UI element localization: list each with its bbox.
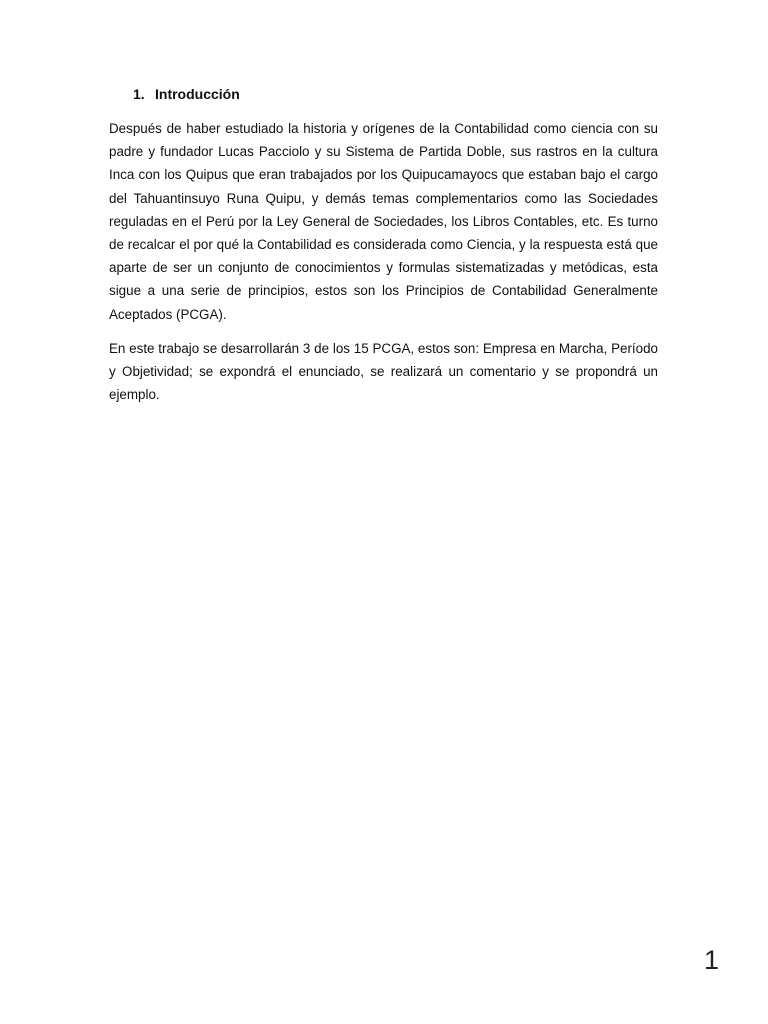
section-heading bbox=[133, 85, 240, 103]
section-number: 1. bbox=[133, 86, 145, 102]
paragraph-intro: Después de haber estudiado la historia y orígenes de la Contabilidad como ciencia con su padre y fundador Lucas Pacciolo y su Sistema de Partida Doble, sus rastros en la cultura Inca con los Quipus que eran trabajados por los Quipucamayocs que estaban bajo el cargo del Tahuantinsuyo Runa Quipu, y demás temas complementarios como las Sociedades reguladas en el Perú por la Ley General de Sociedades, los Libros Contables, etc. Es turno de recalcar el por qué la Contabilidad es considerada como Ciencia, y la respuesta está que aparte de ser un conjunto de conocimientos y formulas sistematizadas y metódicas, esta sigue a una serie de principios, estos son los Principios de Contabilidad Generalmente Aceptados (PCGA). bbox=[109, 121, 658, 322]
page-number: 1 bbox=[703, 945, 719, 975]
body-text bbox=[109, 117, 658, 417]
paragraph-scope: En este trabajo se desarrollarán 3 de los 15 PCGA, estos son: Empresa en Marcha, Período y Objetividad; se expondrá el enunciado, se realizará un comentario y se propondrá un ejemplo. bbox=[109, 340, 658, 403]
section-title: Introducción bbox=[155, 86, 240, 102]
